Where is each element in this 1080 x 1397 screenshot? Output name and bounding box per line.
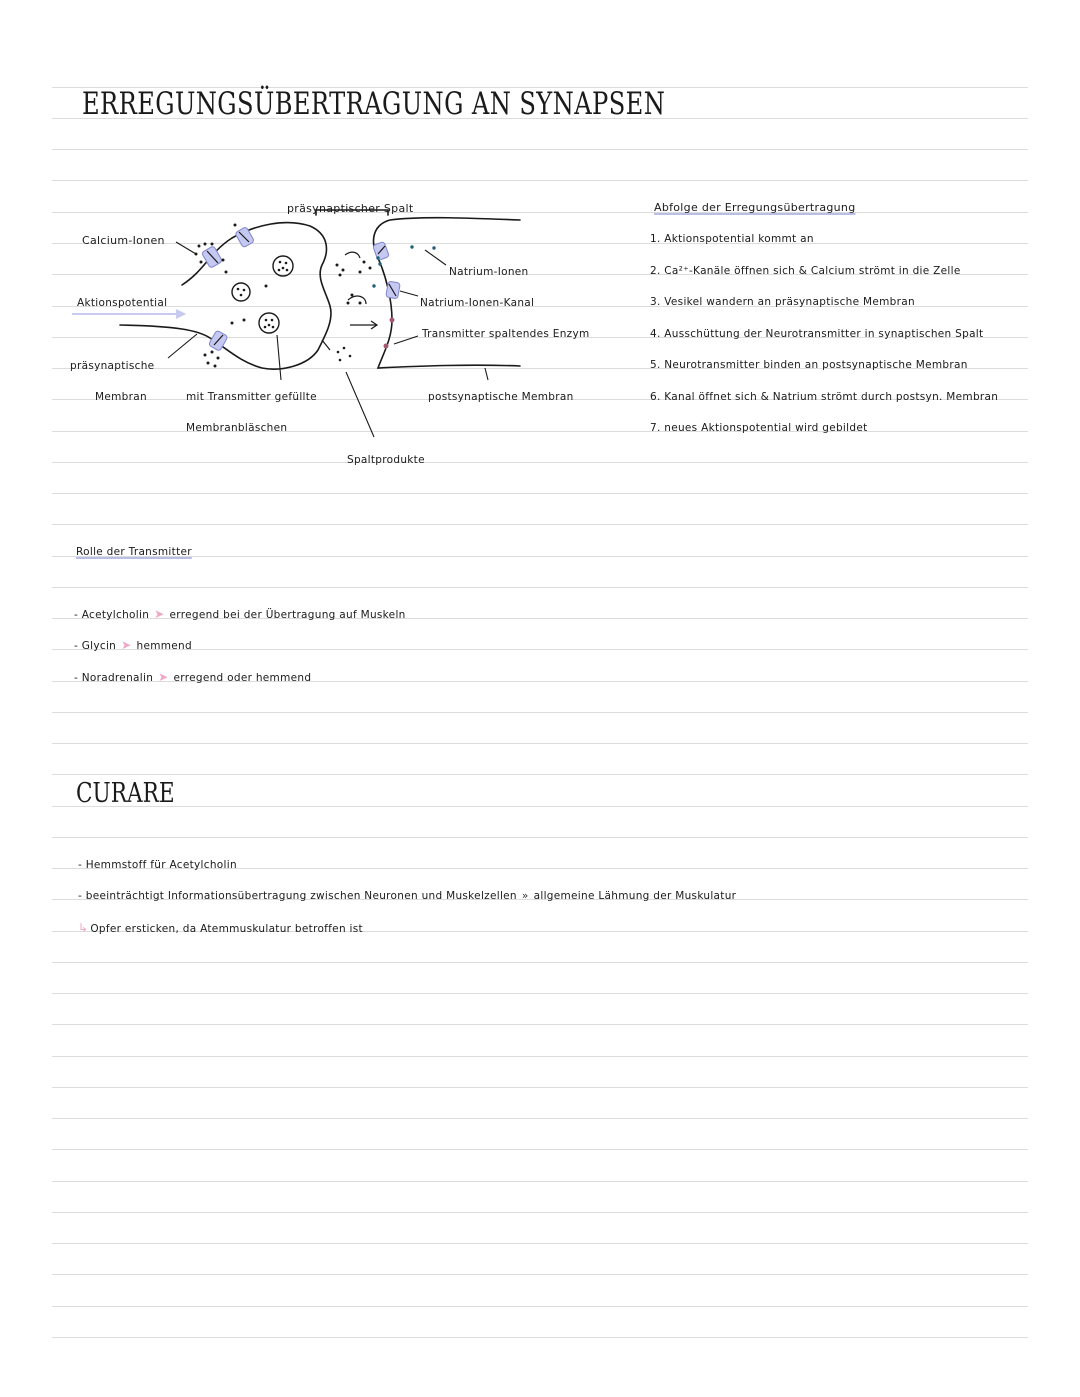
role-item bbox=[74, 638, 192, 653]
sequence-step: 3. Vesikel wandern an präsynaptische Membran bbox=[650, 296, 915, 308]
label-calcium-ions: Calcium-Ionen bbox=[82, 234, 165, 247]
double-arrow-icon: » bbox=[521, 890, 529, 902]
role-item bbox=[74, 607, 406, 622]
curare-line-2-result: allgemeine Lähmung der Muskulatur bbox=[533, 890, 737, 902]
label-action-potential: Aktionspotential bbox=[77, 297, 168, 309]
role-name: - Glycin bbox=[74, 640, 117, 652]
role-name: - Acetylcholin bbox=[74, 609, 150, 621]
sequence-step: 2. Ca²⁺-Kanäle öffnen sich & Calcium strömt in die Zelle bbox=[650, 265, 961, 277]
page-title: ERREGUNGSÜBERTRAGUNG AN SYNAPSEN bbox=[82, 86, 666, 122]
role-effect: hemmend bbox=[136, 640, 192, 652]
label-enzyme: Transmitter spaltendes Enzym bbox=[422, 328, 590, 340]
curare-line-3-text: Opfer ersticken, da Atemmuskulatur betroffen ist bbox=[90, 923, 363, 935]
label-vesicles-2: Membranbläschen bbox=[186, 422, 288, 434]
pink-arrow-icon: ➤ bbox=[158, 670, 169, 684]
curare-line-2-text: - beeinträchtigt Informationsübertragung zwischen Neuronen und Muskelzellen bbox=[78, 890, 517, 902]
label-cleavage-products: Spaltprodukte bbox=[347, 454, 425, 466]
sequence-heading: Abfolge der Erregungsübertragung bbox=[654, 201, 856, 214]
sequence-step: 6. Kanal öffnet sich & Natrium strömt durch postsyn. Membran bbox=[650, 391, 999, 403]
section-title-curare: CURARE bbox=[76, 778, 175, 809]
curare-line-3 bbox=[78, 921, 363, 936]
label-vesicles-1: mit Transmitter gefüllte bbox=[186, 391, 317, 403]
label-postsynaptic-membrane: postsynaptische Membran bbox=[428, 391, 574, 403]
label-sodium-channel: Natrium-Ionen-Kanal bbox=[420, 297, 535, 309]
sequence-step: 5. Neurotransmitter binden an postsynaptische Membran bbox=[650, 359, 968, 371]
label-presynaptic-membrane-2: Membran bbox=[95, 391, 147, 403]
label-sodium-ions: Natrium-Ionen bbox=[449, 266, 529, 278]
curare-line-1: - Hemmstoff für Acetylcholin bbox=[78, 859, 237, 871]
role-item bbox=[74, 670, 311, 685]
sequence-step: 7. neues Aktionspotential wird gebildet bbox=[650, 422, 868, 434]
pink-arrow-icon: ➤ bbox=[121, 638, 132, 652]
turn-arrow-icon: ↳ bbox=[78, 921, 89, 935]
sequence-step: 4. Ausschüttung der Neurotransmitter in synaptischen Spalt bbox=[650, 328, 984, 340]
sequence-step: 1. Aktionspotential kommt an bbox=[650, 233, 814, 245]
label-presynaptic-cleft: präsynaptischer Spalt bbox=[287, 202, 414, 215]
roles-heading: Rolle der Transmitter bbox=[76, 546, 192, 558]
role-effect: erregend oder hemmend bbox=[173, 672, 312, 684]
pink-arrow-icon: ➤ bbox=[154, 607, 165, 621]
role-name: - Noradrenalin bbox=[74, 672, 154, 684]
role-effect: erregend bei der Übertragung auf Muskeln bbox=[169, 609, 406, 621]
curare-line-2 bbox=[78, 889, 736, 903]
label-presynaptic-membrane-1: präsynaptische bbox=[70, 360, 155, 372]
